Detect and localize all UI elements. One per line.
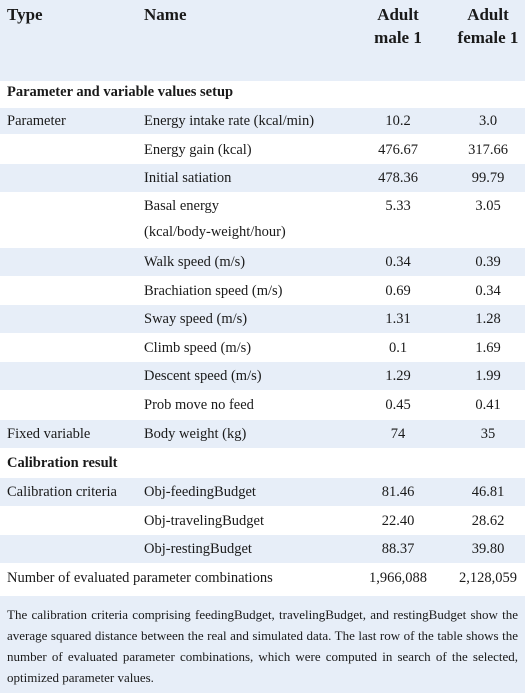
cell-female: 99.79 (471, 170, 505, 186)
cell-type: Number of evaluated parameter combinations (7, 570, 273, 586)
header-male-line1: Adult (377, 5, 419, 24)
cell-male: 1.29 (385, 368, 411, 384)
cell-female: 1.28 (475, 311, 501, 327)
footnote-text: The calibration criteria comprising feedingBudget, travelingBudget, and restingBudget show the average squared distance between the real and simulated data. The last row of the table shows the number of evaluated parameter combinations, which were computed in search of the selected, optimized parameter values. (7, 607, 518, 685)
cell-female: 3.05 (475, 198, 501, 214)
cell-name: Obj-feedingBudget (144, 484, 256, 500)
header-adult-male (368, 3, 428, 49)
table-row (0, 305, 525, 333)
cell-female: 35 (480, 426, 496, 442)
table-header (0, 0, 525, 81)
cell-male: 81.46 (381, 484, 415, 500)
cell-type: Fixed variable (7, 426, 91, 442)
cell-male: 88.37 (381, 541, 415, 557)
cell-female: 39.80 (471, 541, 505, 557)
header-female-line1: Adult (467, 5, 509, 24)
cell-male: 478.36 (378, 170, 418, 186)
header-adult-female (453, 3, 523, 49)
table-row (0, 137, 525, 163)
table-row (0, 564, 525, 592)
cell-male: 0.69 (385, 283, 411, 299)
cell-name: Initial satiation (144, 170, 232, 186)
cell-name: Walk speed (m/s) (144, 254, 246, 270)
cell-name: Body weight (kg) (144, 426, 247, 442)
cell-female: 3.0 (478, 113, 498, 129)
table-row (0, 507, 525, 535)
cell-male: 1,966,088 (369, 570, 427, 586)
table-row (0, 334, 525, 362)
table-row (0, 193, 525, 245)
cell-male: 1.31 (385, 311, 411, 327)
cell-male: 476.67 (378, 142, 418, 158)
section-title: Parameter and variable values setup (7, 84, 234, 100)
table-row (0, 420, 525, 448)
table-row (0, 248, 525, 276)
cell-name: Energy gain (kcal) (144, 142, 252, 158)
header-name: Name (144, 5, 187, 24)
header-type: Type (7, 5, 43, 24)
header-female-line2: female 1 (457, 28, 519, 47)
cell-female: 0.41 (475, 397, 501, 413)
table-row (0, 391, 525, 419)
cell-male: 10.2 (385, 113, 411, 129)
cell-female: 46.81 (471, 484, 505, 500)
cell-name: Prob move no feed (144, 397, 254, 413)
cell-female: 2,128,059 (459, 570, 517, 586)
cell-male: 74 (390, 426, 406, 442)
cell-female: 0.34 (475, 283, 501, 299)
table-footnote (0, 596, 525, 693)
table-row (0, 535, 525, 563)
section-row (0, 82, 525, 102)
cell-name: Sway speed (m/s) (144, 311, 248, 327)
cell-name: Obj-travelingBudget (144, 513, 265, 529)
cell-female: 317.66 (468, 142, 508, 158)
table-row (0, 362, 525, 390)
table-row (0, 478, 525, 506)
cell-name: Climb speed (m/s) (144, 340, 252, 356)
cell-name: Obj-restingBudget (144, 541, 252, 557)
section-row (0, 449, 525, 477)
cell-name: Basal energy (144, 198, 220, 214)
header-male-line2: male 1 (374, 28, 422, 47)
cell-male: 22.40 (381, 513, 415, 529)
cell-female: 0.39 (475, 254, 501, 270)
cell-male: 0.45 (385, 397, 411, 413)
cell-name: Energy intake rate (kcal/min) (144, 113, 315, 129)
cell-name: Descent speed (m/s) (144, 368, 262, 384)
table-row (0, 108, 525, 134)
table-row (0, 277, 525, 305)
cell-type: Parameter (7, 113, 66, 129)
cell-male: 0.34 (385, 254, 411, 270)
cell-type: Calibration criteria (7, 484, 117, 500)
cell-female: 1.69 (475, 340, 501, 356)
table-row (0, 164, 525, 192)
cell-female: 1.99 (475, 368, 501, 384)
cell-name: Brachiation speed (m/s) (144, 283, 283, 299)
section-title: Calibration result (7, 455, 118, 471)
cell-male: 0.1 (388, 340, 408, 356)
cell-male: 5.33 (385, 198, 411, 214)
cell-name-cont: (kcal/body-weight/hour) (144, 224, 286, 240)
cell-female: 28.62 (471, 513, 505, 529)
